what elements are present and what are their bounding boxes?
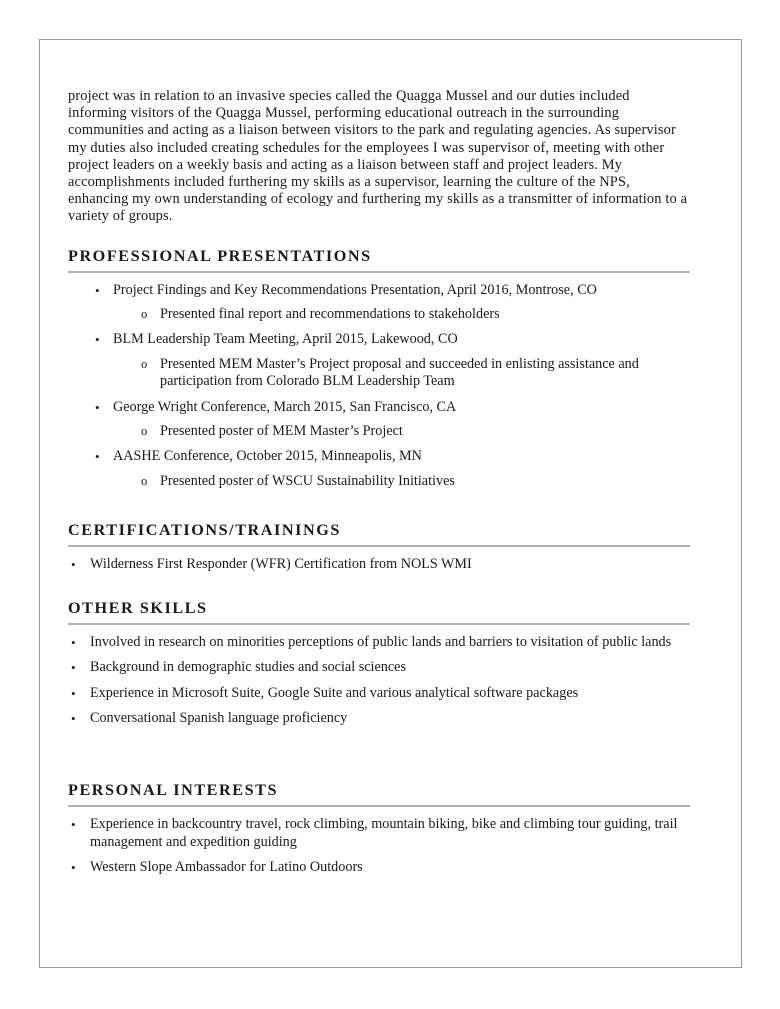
section-divider <box>68 271 690 273</box>
sub-bullet-icon: o <box>141 473 148 488</box>
list-item <box>68 659 691 676</box>
sub-bullet-icon: o <box>141 356 148 371</box>
list-item <box>68 556 691 573</box>
list-item <box>68 859 691 876</box>
list-item <box>68 448 691 490</box>
sub-list-item <box>113 473 691 490</box>
sub-bullet-icon: o <box>141 424 148 439</box>
sub-list-item-label: Presented MEM Master’s Project proposal and succeeded in enlisting assistance and participation from Colorado BLM Leadership Team <box>160 355 639 390</box>
other-skills-list <box>68 634 691 728</box>
section-divider <box>68 805 690 807</box>
list-item-label: BLM Leadership Team Meeting, April 2015, Lakewood, CO <box>113 331 458 348</box>
list-item-label: George Wright Conference, March 2015, San Francisco, CA <box>113 398 457 415</box>
section-personal-interests <box>68 781 691 876</box>
bullet-icon: • <box>71 557 76 573</box>
intro-paragraph: project was in relation to an invasive species called the Quagga Mussel and our duties included informing visitors of the Quagga Mussel, performing educational outreach in the surrounding communities and acting as a liaison between visitors to the park and regulating agencies. As supervisor my duties also included creating schedules for the employees I was supervisor of, meeting with other project leaders on a weekly basis and acting as a liaison between staff and project leaders. My accomplishments included furthering my skills as a supervisor, learning the culture of the NPS, enhancing my own understanding of ecology and furthering my skills as a transmitter of information to a variety of groups. <box>68 88 688 225</box>
bullet-icon: • <box>71 634 76 650</box>
section-divider <box>68 545 690 547</box>
list-item <box>68 816 691 851</box>
list-item-label: AASHE Conference, October 2015, Minneapolis, MN <box>113 448 422 465</box>
page-content <box>68 88 691 877</box>
list-item <box>68 399 691 441</box>
sub-list-item <box>113 306 691 323</box>
sub-list <box>113 423 691 440</box>
bullet-icon: • <box>71 710 76 726</box>
list-item <box>68 685 691 702</box>
sub-list <box>113 356 691 391</box>
list-item-label: Conversational Spanish language proficiency <box>90 709 348 726</box>
resume-page <box>39 39 742 968</box>
sub-bullet-icon: o <box>141 307 148 322</box>
sub-list-item <box>113 423 691 440</box>
personal-interests-list <box>68 816 691 876</box>
presentations-list <box>68 282 691 491</box>
sub-list-item-label: Presented poster of WSCU Sustainability Initiatives <box>160 472 455 489</box>
bullet-icon: • <box>71 817 76 833</box>
list-item-label: Project Findings and Key Recommendations Presentation, April 2016, Montrose, CO <box>113 281 597 298</box>
sub-list-item-label: Presented poster of MEM Master’s Project <box>160 423 403 440</box>
sub-list-item-label: Presented final report and recommendations to stakeholders <box>160 306 500 323</box>
section-title-certifications: CERTIFICATIONS/TRAININGS <box>68 521 341 540</box>
list-item-label: Experience in Microsoft Suite, Google Suite and various analytical software packages <box>90 684 579 701</box>
list-item-label: Western Slope Ambassador for Latino Outdoors <box>90 859 363 876</box>
section-divider <box>68 623 690 625</box>
list-item-label: Wilderness First Responder (WFR) Certification from NOLS WMI <box>90 556 472 573</box>
section-other-skills <box>68 599 691 728</box>
list-item-label: Involved in research on minorities perceptions of public lands and barriers to visitation of public lands <box>90 633 672 650</box>
bullet-icon: • <box>95 332 100 348</box>
list-item-label: Background in demographic studies and social sciences <box>90 659 406 676</box>
section-professional-presentations <box>68 247 691 491</box>
certifications-list <box>68 556 691 573</box>
list-item <box>68 282 691 324</box>
sub-list <box>113 306 691 323</box>
bullet-icon: • <box>95 399 100 415</box>
bullet-icon: • <box>71 685 76 701</box>
bullet-icon: • <box>95 282 100 298</box>
section-title-presentations: PROFESSIONAL PRESENTATIONS <box>68 246 372 265</box>
sub-list-item <box>113 356 691 391</box>
list-item <box>68 710 691 727</box>
section-certifications <box>68 521 691 573</box>
bullet-icon: • <box>71 660 76 676</box>
bullet-icon: • <box>95 449 100 465</box>
list-item <box>68 331 691 390</box>
section-title-personal-interests: PERSONAL INTERESTS <box>68 781 279 800</box>
sub-list <box>113 473 691 490</box>
bullet-icon: • <box>71 860 76 876</box>
list-item <box>68 634 691 651</box>
section-title-other-skills: OTHER SKILLS <box>68 598 208 617</box>
list-item-label: Experience in backcountry travel, rock climbing, mountain biking, bike and climbing tour guiding, trail management and expedition guiding <box>90 816 678 850</box>
